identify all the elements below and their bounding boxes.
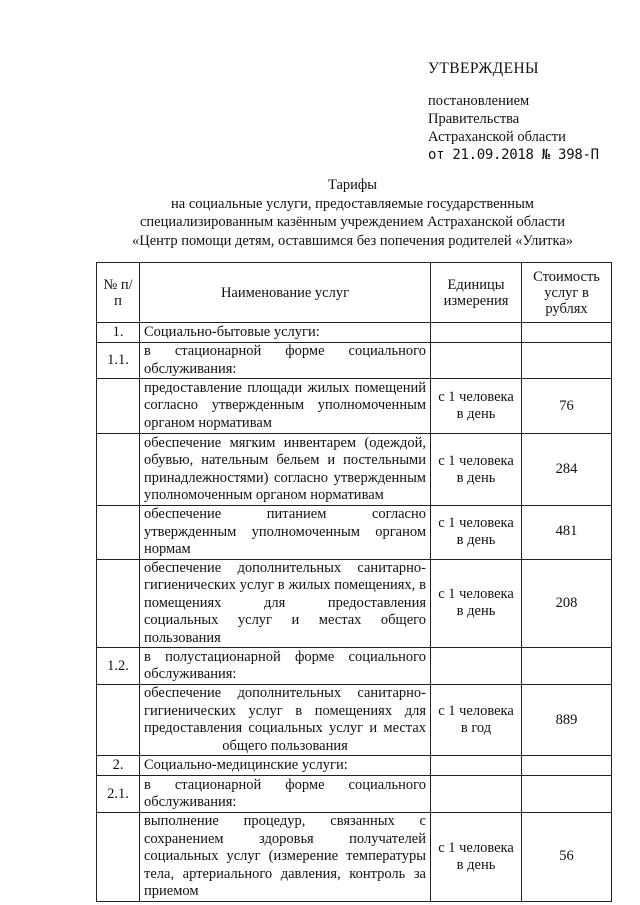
row-num (97, 506, 140, 560)
row-name: в полустационарной форме социального обслуживания: (140, 648, 431, 685)
header-unit: Единицы измерения (431, 263, 522, 323)
header-cost: Стоимость услуг в рублях (522, 263, 612, 323)
row-unit (431, 648, 522, 685)
row-num: 1.1. (97, 343, 140, 379)
table-row (97, 813, 612, 902)
table-row (97, 323, 612, 343)
row-name: в стационарной форме социального обслуживания: (140, 776, 431, 813)
row-unit (431, 756, 522, 776)
approval-date: от 21.09.2018 № 398-П (428, 147, 599, 163)
row-unit (431, 343, 522, 379)
row-cost: 481 (522, 506, 612, 560)
row-name: обеспечение дополнительных санитарно-гигиенических услуг в жилых помещениях, в помещениях для предоставления социальных услуг и местах общего пользования (140, 559, 431, 648)
row-cost (522, 756, 612, 776)
approval-line: Правительства (428, 111, 520, 127)
row-name: в стационарной форме социального обслуживания: (140, 343, 431, 379)
row-num (97, 434, 140, 506)
row-cost (522, 648, 612, 685)
approval-heading: УТВЕРЖДЕНЫ (428, 60, 539, 77)
row-num (97, 685, 140, 756)
row-cost: 284 (522, 434, 612, 506)
scan-specks (282, 878, 322, 880)
title-line: «Центр помощи детям, оставшимся без попечения родителей «Улитка» (131, 232, 574, 249)
row-name: Социально-бытовые услуги: (140, 323, 431, 343)
table-row (97, 379, 612, 434)
row-num: 1.2. (97, 648, 140, 685)
row-num (97, 813, 140, 902)
table-row (97, 776, 612, 813)
row-num: 2. (97, 756, 140, 776)
document-title (95, 176, 610, 250)
row-cost: 56 (522, 813, 612, 902)
row-cost: 889 (522, 685, 612, 756)
title-line: Тарифы (327, 177, 378, 193)
approval-line: Астраханской области (428, 129, 566, 145)
row-unit: с 1 человека в день (431, 434, 522, 506)
tariffs-table (96, 262, 612, 902)
table-row (97, 756, 612, 776)
table-row (97, 506, 612, 560)
table-row (97, 343, 612, 379)
row-name: Социально-медицинские услуги: (140, 756, 431, 776)
row-unit (431, 776, 522, 813)
header-name: Наименование услуг (140, 263, 431, 323)
row-name: обеспечение мягким инвентарем (одеждой, обувью, нательным бельем и постельными принадлежностями) согласно утвержденным уполномоченным органом нормативам (140, 434, 431, 506)
row-cost (522, 343, 612, 379)
row-cost (522, 323, 612, 343)
approval-block (428, 60, 628, 164)
row-num (97, 379, 140, 434)
row-unit: с 1 человека в год (431, 685, 522, 756)
row-name: обеспечение дополнительных санитарно-гигиенических услуг в помещениях для предоставления социальных услуг и местах общего пользования (140, 685, 431, 756)
row-num (97, 559, 140, 648)
title-line: специализированным казённым учреждением Астраханской области (139, 214, 565, 231)
table-row (97, 685, 612, 756)
table-row (97, 648, 612, 685)
table-row (97, 434, 612, 506)
row-unit: с 1 человека в день (431, 379, 522, 434)
table-row (97, 559, 612, 648)
row-name: предоставление площади жилых помещений согласно утвержденным уполномоченным органом нормативам (140, 379, 431, 434)
row-unit: с 1 человека в день (431, 506, 522, 560)
row-unit: с 1 человека в день (431, 813, 522, 902)
header-num: № п/п (97, 263, 140, 323)
row-num: 2.1. (97, 776, 140, 813)
table-header-row (97, 263, 612, 323)
row-name: выполнение процедур, связанных с сохранением здоровья получателей социальных услуг (измерение температуры тела, артериального давления, контроль за приемом (140, 813, 431, 902)
row-name: обеспечение питанием согласно утвержденным уполномоченным органом нормам (140, 506, 431, 560)
approval-line: постановлением (428, 93, 530, 109)
title-line: на социальные услуги, предоставляемые государственным (171, 195, 534, 212)
row-unit: с 1 человека в день (431, 559, 522, 648)
row-num: 1. (97, 323, 140, 343)
row-cost (522, 776, 612, 813)
row-cost: 208 (522, 559, 612, 648)
row-unit (431, 323, 522, 343)
row-cost: 76 (522, 379, 612, 434)
